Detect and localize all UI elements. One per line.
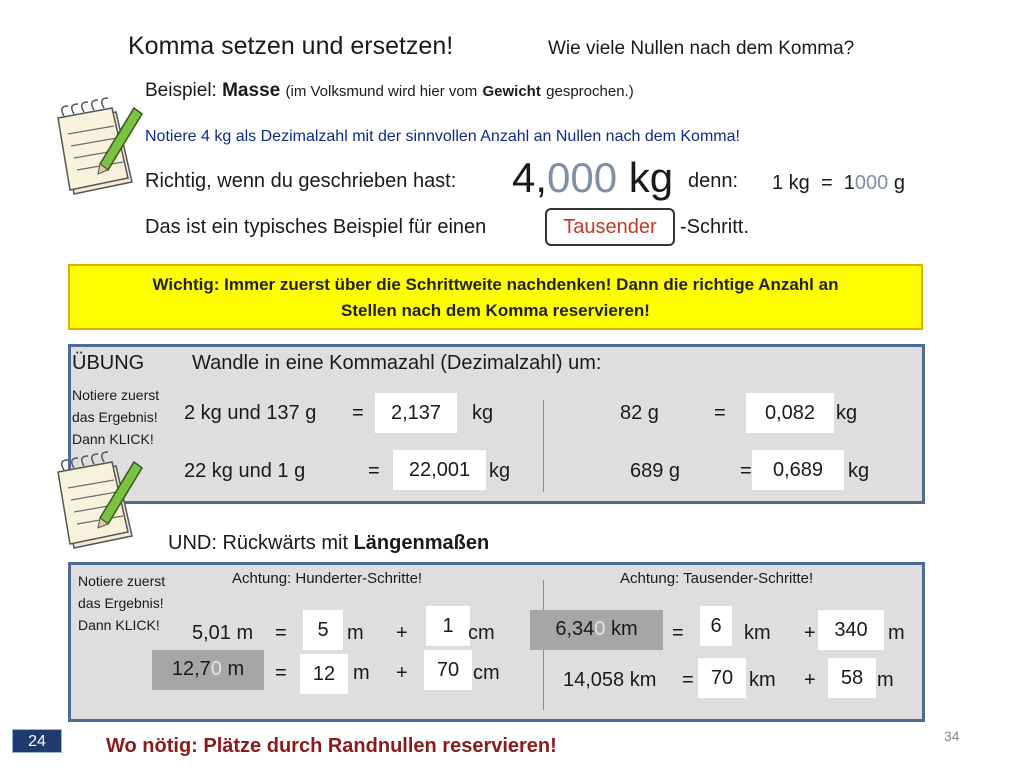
ex2-r4-u1: km bbox=[749, 669, 776, 691]
ex2-r2-eq: = bbox=[275, 662, 287, 684]
ex1-row4-unit: kg bbox=[848, 460, 870, 482]
ex2-r3-plus: + bbox=[804, 622, 816, 644]
ex2-r3-u2: m bbox=[888, 622, 905, 644]
divider-line bbox=[543, 400, 544, 492]
note-line: Dann KLICK! bbox=[78, 617, 160, 633]
big-answer-unit: kg bbox=[628, 154, 674, 201]
example-paren-start: (im Volksmund wird hier vom bbox=[285, 83, 478, 100]
ex1-row2-expr: 22 kg und 1 g bbox=[184, 460, 306, 482]
big-answer bbox=[512, 154, 673, 202]
answer-box[interactable]: 2,137 bbox=[375, 393, 457, 433]
slide-number: 34 bbox=[944, 728, 960, 744]
page-badge[interactable]: 24 bbox=[12, 729, 62, 753]
important-box bbox=[68, 264, 923, 330]
note-line: Notiere zuerst bbox=[78, 573, 166, 589]
ex2-r4-plus: + bbox=[804, 669, 816, 691]
ex2-r2-plus: + bbox=[396, 662, 408, 684]
ex1-row1-unit: kg bbox=[472, 402, 494, 424]
ex2-r2-u1: m bbox=[353, 662, 370, 684]
ex2-r1-eq: = bbox=[275, 622, 287, 644]
tausender-box[interactable]: Tausender bbox=[545, 208, 675, 246]
ex2-r2-expr-unit: m bbox=[227, 658, 245, 680]
ex2-r1-u1: m bbox=[347, 622, 364, 644]
example-line bbox=[145, 80, 634, 102]
important-line-1: Wichtig: Immer zuerst über die Schrittweite nachdenken! Dann die richtige Anzahl an bbox=[152, 275, 839, 294]
example-paren-bold: Gewicht bbox=[482, 83, 541, 100]
answer-box[interactable]: 5 bbox=[303, 610, 343, 650]
answer-intro: Richtig, wenn du geschrieben hast: bbox=[145, 170, 457, 192]
ex1-row3-eq: = bbox=[714, 402, 726, 424]
footer-note: Wo nötig: Plätze durch Randnullen reservieren! bbox=[106, 735, 557, 757]
important-line-2: Stellen nach dem Komma reservieren! bbox=[341, 301, 650, 320]
ex2-r4-u2: m bbox=[877, 669, 894, 691]
exercise-task: Wandle in eine Kommazahl (Dezimalzahl) um: bbox=[192, 352, 602, 374]
ex2-r2-expr-main: 12,7 bbox=[171, 658, 211, 680]
ex1-row1-expr: 2 kg und 137 g bbox=[184, 402, 317, 424]
ex2-r3-u1: km bbox=[744, 622, 771, 644]
ex1-row3-unit: kg bbox=[836, 402, 858, 424]
highlighted-expression bbox=[152, 650, 264, 690]
ex1-row2-unit: kg bbox=[489, 460, 511, 482]
note-line: das Ergebnis! bbox=[72, 409, 158, 425]
ex1-row4-expr: 689 g bbox=[630, 460, 681, 482]
ex2-r3-expr-unit: km bbox=[610, 618, 638, 640]
answer-box[interactable]: 0,689 bbox=[752, 450, 844, 490]
answer-box[interactable]: 70 bbox=[424, 650, 472, 690]
conversion-equation bbox=[772, 172, 905, 195]
ex2-r2-expr-zero: 0 bbox=[210, 658, 222, 680]
ex2-r2-u2: cm bbox=[473, 662, 500, 684]
ex1-row3-expr: 82 g bbox=[620, 402, 659, 424]
reverse-heading-bold: Längenmaßen bbox=[353, 532, 490, 554]
exercise2-note bbox=[78, 570, 165, 636]
instruction-text: Notiere 4 kg als Dezimalzahl mit der sinnvollen Anzahl an Nullen nach dem Komma! bbox=[145, 128, 740, 145]
answer-box[interactable]: 22,001 bbox=[393, 450, 486, 490]
ex2-r4-expr: 14,058 km bbox=[563, 669, 657, 691]
typical-suffix: -Schritt. bbox=[680, 216, 749, 238]
example-prefix: Beispiel: bbox=[145, 80, 217, 101]
big-answer-int: 4, bbox=[512, 154, 548, 201]
ex2-r1-plus: + bbox=[396, 622, 408, 644]
ex2-r3-eq: = bbox=[672, 622, 684, 644]
note-line: Notiere zuerst bbox=[72, 387, 160, 403]
answer-box[interactable]: 0,082 bbox=[746, 393, 834, 433]
eq-one: 1 bbox=[843, 172, 855, 194]
answer-box[interactable]: 340 bbox=[818, 610, 884, 650]
exercise1-note bbox=[72, 384, 159, 450]
eq-unit: g bbox=[893, 172, 905, 194]
ex2-r3-expr-main: 6,34 bbox=[555, 618, 595, 640]
example-bold: Masse bbox=[222, 80, 281, 101]
typical-text: Das ist ein typisches Beispiel für einen bbox=[145, 216, 487, 238]
notepad-pencil-icon bbox=[48, 448, 144, 552]
answer-box[interactable]: 70 bbox=[698, 658, 746, 698]
answer-box[interactable]: 1 bbox=[426, 606, 470, 646]
denn-label: denn: bbox=[688, 170, 739, 192]
hint-left: Achtung: Hunderter-Schritte! bbox=[232, 570, 423, 587]
page-title: Komma setzen und ersetzen! bbox=[128, 32, 454, 60]
notepad-pencil-icon bbox=[48, 94, 144, 198]
example-paren-end: gesprochen.) bbox=[546, 83, 634, 100]
highlighted-expression bbox=[530, 610, 663, 650]
eq-sign: = bbox=[820, 172, 833, 194]
eq-zeros: 000 bbox=[854, 172, 889, 194]
exercise-label: ÜBUNG bbox=[72, 352, 145, 374]
answer-box[interactable]: 12 bbox=[300, 654, 348, 694]
ex2-r1-expr: 5,01 m bbox=[192, 622, 254, 644]
big-answer-zeros: 000 bbox=[547, 154, 618, 201]
ex1-row4-eq: = bbox=[740, 460, 752, 482]
reverse-heading bbox=[168, 532, 489, 555]
answer-box[interactable]: 6 bbox=[700, 606, 732, 646]
answer-box[interactable]: 58 bbox=[828, 658, 876, 698]
page-subtitle: Wie viele Nullen nach dem Komma? bbox=[548, 38, 855, 59]
ex2-r4-eq: = bbox=[682, 669, 694, 691]
hint-right: Achtung: Tausender-Schritte! bbox=[620, 570, 814, 587]
ex1-row2-eq: = bbox=[368, 460, 380, 482]
note-line: das Ergebnis! bbox=[78, 595, 164, 611]
ex1-row1-eq: = bbox=[352, 402, 364, 424]
note-line: Dann KLICK! bbox=[72, 431, 154, 447]
ex2-r1-u2: cm bbox=[468, 622, 495, 644]
reverse-heading-text: UND: Rückwärts mit bbox=[168, 532, 349, 554]
eq-left: 1 kg bbox=[772, 172, 810, 194]
ex2-r3-expr-zero: 0 bbox=[594, 618, 606, 640]
